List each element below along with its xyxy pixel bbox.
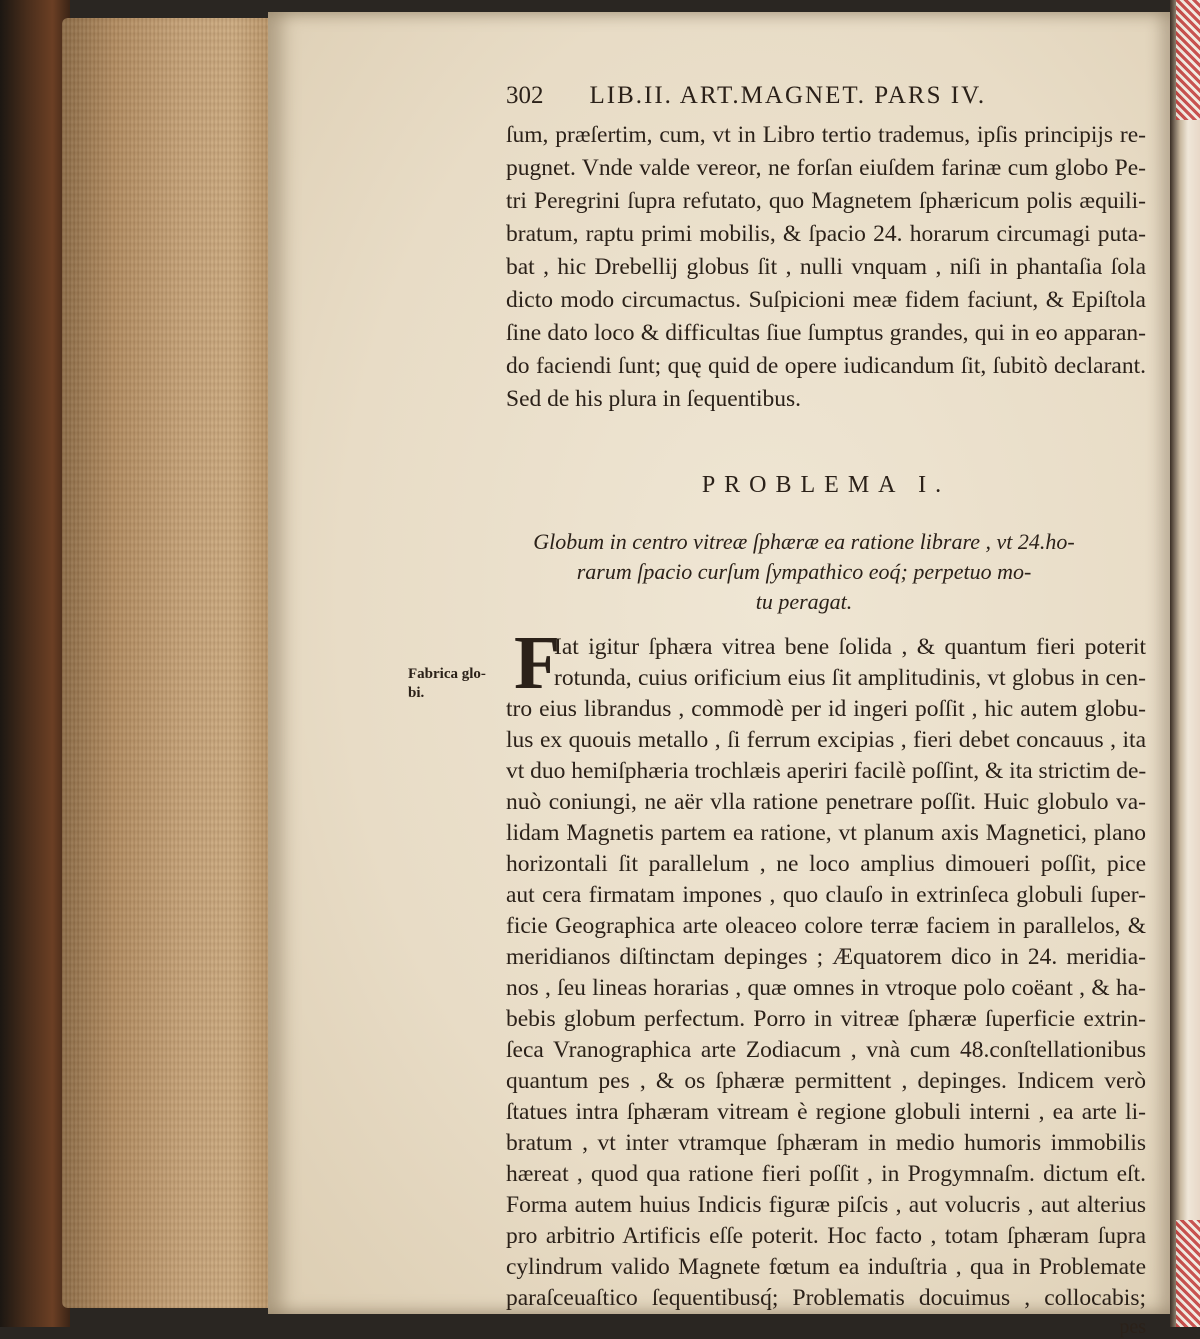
body-line: ficie Geographica arte oleaceo colore terræ faciem in parallelos, & (506, 913, 1146, 939)
drop-cap: F (514, 621, 561, 705)
body-line: horizontali ſit parallelum , ne loco amplius dimoueri poſſit, pice (506, 851, 1146, 877)
running-title: LIB.II. ART.MAGNET. PARS IV. (589, 82, 987, 109)
body-line: tro eius librandus , commodè per id ingeri poſſit , hic autem globu- (506, 696, 1146, 722)
page-number: 302 (506, 82, 544, 109)
intro-line: Sed de his plura in ſequentibus. (506, 386, 802, 412)
body-line: hæreat , quod qua ratione fieri poſſit , in Progymnaſm. dictum eſt. (506, 1161, 1146, 1187)
book-cover-edge (0, 0, 70, 1327)
catchword: pes (1119, 1316, 1146, 1338)
intro-line: ſum, præſertim, cum, vt in Libro tertio trademus, ipſis principijs re- (506, 122, 1146, 148)
body-line: cylindrum valido Magnete fœtum ea induſtria , qua in Problemate (506, 1254, 1146, 1280)
margin-note-line-1: Fabrica glo- (408, 666, 486, 682)
body-line: quantum pes , & os ſphæræ permittent , depinges. Indicem verò (506, 1068, 1146, 1094)
body-line: lus ex quouis metallo , ſi ferrum excipias , fieri debet concauus , ita (506, 727, 1146, 753)
body-line: Forma autem huius Indicis figuræ piſcis , aut volucris , aut alterius (506, 1192, 1146, 1218)
body-line: vt duo hemiſphæria trochlæis aperiri facilè poſſint, & ita strictim de- (506, 758, 1147, 784)
intro-line: bat , hic Drebellij globus ſit , nulli vnquam , niſi in phantaſia ſola (506, 254, 1146, 280)
problem-subtitle-line: rarum ſpacio curſum ſympathico eoq́; perpetuo mo- (576, 559, 1032, 584)
body-line: paraſceuaſtico ſequentibusq́; Problematis docuimus , collocabis; (506, 1285, 1146, 1311)
body-line: nos , ſeu lineas horarias , quæ omnes in vtroque polo coëant , & ha- (506, 975, 1146, 1001)
problem-subtitle-line: Globum in centro vitreæ ſphæræ ea ratione librare , vt 24.ho- (533, 529, 1075, 554)
page-header (506, 82, 1146, 118)
intro-line: tri Peregrini ſupra refutato, quo Magnetem ſphæricum polis æquili- (506, 188, 1146, 214)
facing-page-edge (1170, 0, 1200, 1327)
color-calibration-strip-bottom (1176, 1220, 1200, 1327)
body-line: ſeca Vranographica arte Zodiacum , vnà cum 48.conſtellationibus (506, 1037, 1146, 1063)
body-line: meridianos diſtinctam depinges ; Æquatorem dico in 24. meridia- (506, 944, 1146, 970)
body-line: lidam Magnetis partem ea ratione, vt planum axis Magnetici, plano (506, 820, 1146, 846)
body-line: nuò coniungi, ne aër vlla ratione penetrare poſſit. Huic globulo va- (506, 789, 1146, 815)
color-calibration-strip-top (1176, 0, 1200, 120)
body-line: pro arbitrio Artificis eſſe poterit. Hoc facto , totam ſphæram ſupra (506, 1223, 1146, 1249)
intro-line: dicto modo circumactus. Suſpicioni meæ fidem faciunt, & Epiſtola (506, 287, 1146, 313)
intro-line: bratum, raptu primi mobilis, & ſpacio 24. horarum circumagi puta- (506, 221, 1146, 247)
body-line: rotunda, cuius orificium eius ſit amplitudinis, vt globus in cen- (554, 665, 1146, 691)
body-line: aut cera firmatam impones , quo clauſo in extrinſeca globuli ſuper- (506, 882, 1146, 908)
problem-heading: PROBLEMA I. (701, 472, 951, 498)
margin-note-line-2: bi. (408, 685, 425, 701)
body-line: ſtatues intra ſphæram vitream è regione globuli interni , ea arte li- (506, 1099, 1146, 1125)
problem-subtitle-line: tu peragat. (755, 589, 853, 614)
intro-line: do faciendi ſunt; quę quid de opere iudicandum ſit, ſubitò declarant. (506, 353, 1146, 379)
body-line: bebis globum perfectum. Porro in vitreæ ſphæræ ſuperficie extrin- (506, 1006, 1146, 1032)
intro-line: pugnet. Vnde valde vereor, ne forſan eiuſdem farinæ cum globo Pe- (506, 155, 1146, 181)
intro-line: ſine dato loco & difficultas ſiue ſumptus grandes, qui in eo apparan- (506, 320, 1146, 346)
body-line: bratum , vt inter vtramque ſphæram in medio humoris immobilis (506, 1130, 1146, 1156)
body-line: Iat igitur ſphæra vitrea bene ſolida , & quantum fieri poterit (554, 634, 1146, 660)
page-stack-edge (62, 18, 277, 1308)
